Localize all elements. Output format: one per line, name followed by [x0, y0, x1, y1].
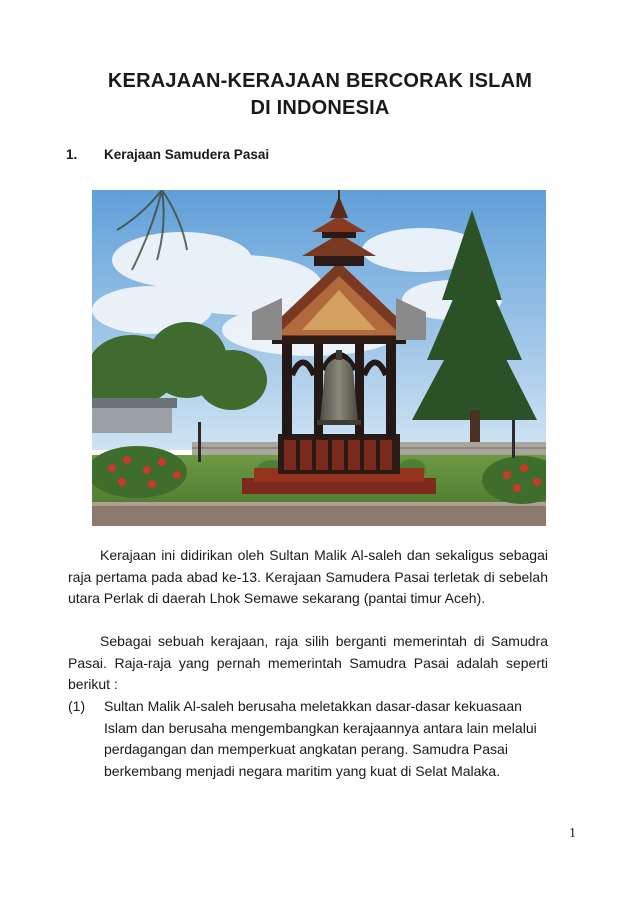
list-marker: (1) — [68, 698, 86, 714]
document-title-line-2: DI INDONESIA — [250, 97, 390, 119]
section-number: 1. — [66, 147, 78, 162]
section-title: Kerajaan Samudera Pasai — [104, 147, 270, 162]
bell-pavilion-photo — [92, 190, 546, 526]
paragraph-2: Sebagai sebuah kerajaan, raja silih berganti memerintah di Samudra Pasai. Raja-raja yang pernah memerintah Samudra Pasai adalah seperti berikut : — [68, 633, 548, 693]
paragraph-1: Kerajaan ini didirikan oleh Sultan Malik Al-saleh dan sekaligus sebagai raja pertama pada abad ke-13. Kerajaan Samudera Pasai terletak di sebelah utara Perlak di daerah Lhok Semawe sekarang (pantai timur Aceh). — [68, 547, 548, 607]
document-title-line-1: KERAJAAN-KERAJAAN BERCORAK ISLAM — [107, 70, 533, 92]
list-item-text: Sultan Malik Al-saleh berusaha meletakkan dasar-dasar kekuasaan Islam dan berusaha mengembangkan kerajaannya antara lain melalui perdagangan dan memperkuat angkatan perang. Samudra Pasai berkembang menjadi negara maritim yang kuat di Selat Malaka. — [104, 698, 537, 779]
list-item — [68, 696, 548, 782]
section-heading — [66, 147, 269, 162]
page-number: 1 — [569, 826, 576, 841]
